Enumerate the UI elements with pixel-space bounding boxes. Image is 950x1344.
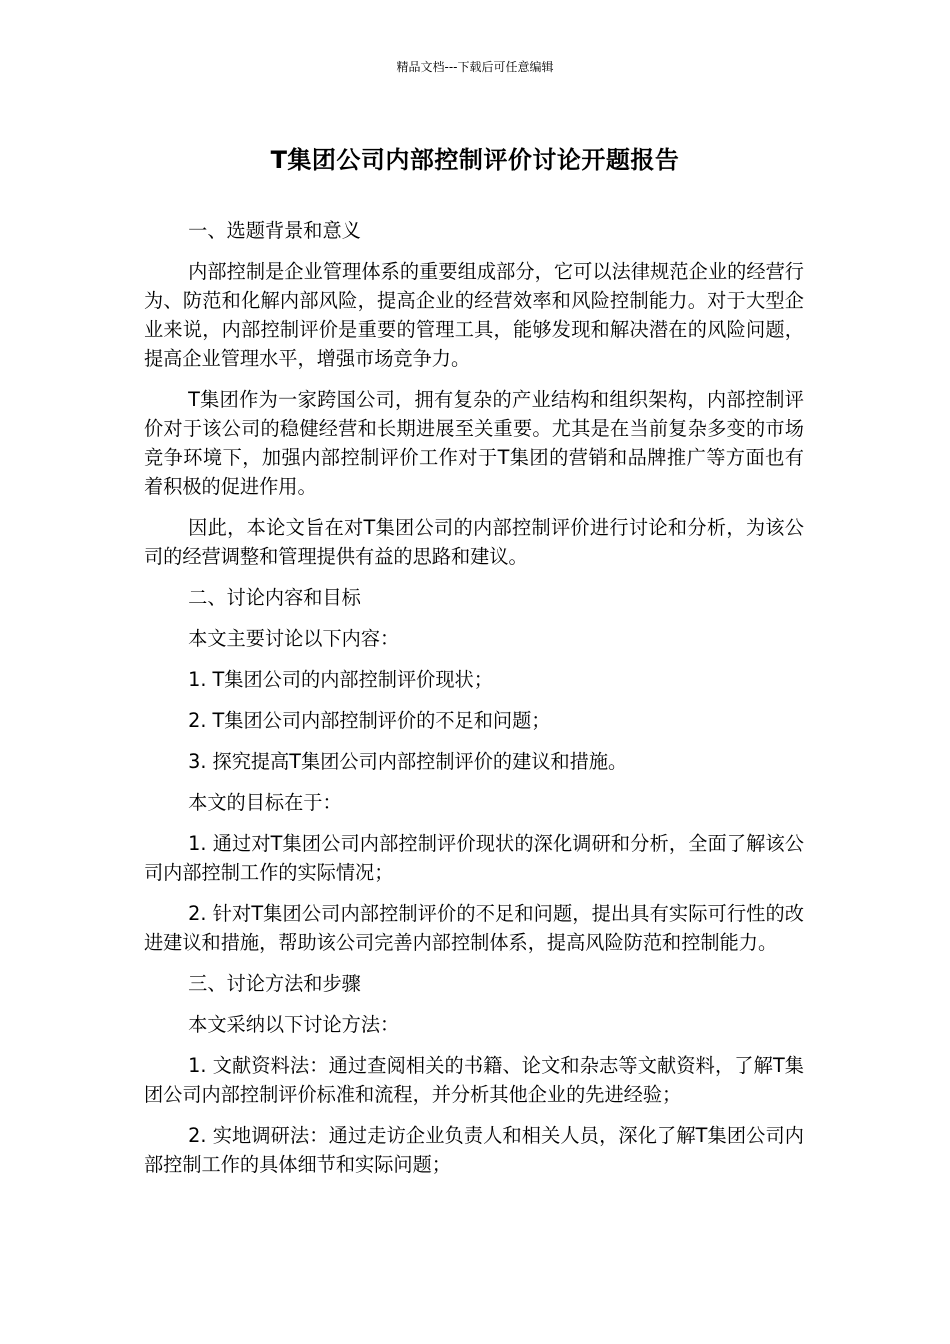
list-item-method-1: 1. 文献资料法：通过查阅相关的书籍、论文和杂志等文献资料，了解T集团公司内部控制评价标准和流程，并分析其他企业的先进经验； <box>144 1054 804 1106</box>
document-body <box>144 216 804 1191</box>
list-item-goal-2: 2. 针对T集团公司内部控制评价的不足和问题，提出具有实际可行性的改进建议和措施，帮助该公司完善内部控制体系，提高风险防范和控制能力。 <box>144 902 804 954</box>
paragraph-content-intro: 本文主要讨论以下内容： <box>188 627 400 650</box>
list-item-goal-1: 1. 通过对T集团公司内部控制评价现状的深化调研和分析，全面了解该公司内部控制工作的实际情况； <box>144 832 804 884</box>
paragraph-goals-intro: 本文的目标在于： <box>188 791 342 814</box>
document-title: T集团公司内部控制评价讨论开题报告 <box>270 146 680 174</box>
paragraph-methods-intro: 本文采纳以下讨论方法： <box>188 1013 400 1036</box>
paragraph-background-3: 因此，本论文旨在对T集团公司的内部控制评价进行讨论和分析，为该公司的经营调整和管理提供有益的思路和建议。 <box>144 516 804 568</box>
paragraph-background-2: T集团作为一家跨国公司，拥有复杂的产业结构和组织架构，内部控制评价对于该公司的稳健经营和长期进展至关重要。尤其是在当前复杂多变的市场竞争环境下，加强内部控制评价工作对于T集团的营销和品牌推广等方面也有着积极的促进作用。 <box>144 388 804 498</box>
section-heading-content: 二、讨论内容和目标 <box>188 586 361 609</box>
paragraph-background-1: 内部控制是企业管理体系的重要组成部分，它可以法律规范企业的经营行为、防范和化解内部风险，提高企业的经营效率和风险控制能力。对于大型企业来说，内部控制评价是重要的管理工具，能够发现和解决潜在的风险问题，提高企业管理水平，增强市场竞争力。 <box>144 260 804 370</box>
list-item-content-1: 1. T集团公司的内部控制评价现状； <box>188 668 493 691</box>
header-note: 精品文档---下载后可任意编辑 <box>396 60 554 74</box>
section-heading-methods: 三、讨论方法和步骤 <box>188 972 361 995</box>
list-item-content-3: 3. 探究提高T集团公司内部控制评价的建议和措施。 <box>188 750 628 773</box>
section-heading-background: 一、选题背景和意义 <box>188 219 361 242</box>
list-item-method-2: 2. 实地调研法：通过走访企业负责人和相关人员，深化了解T集团公司内部控制工作的具体细节和实际问题； <box>144 1124 804 1176</box>
list-item-content-2: 2. T集团公司内部控制评价的不足和问题； <box>188 709 551 732</box>
